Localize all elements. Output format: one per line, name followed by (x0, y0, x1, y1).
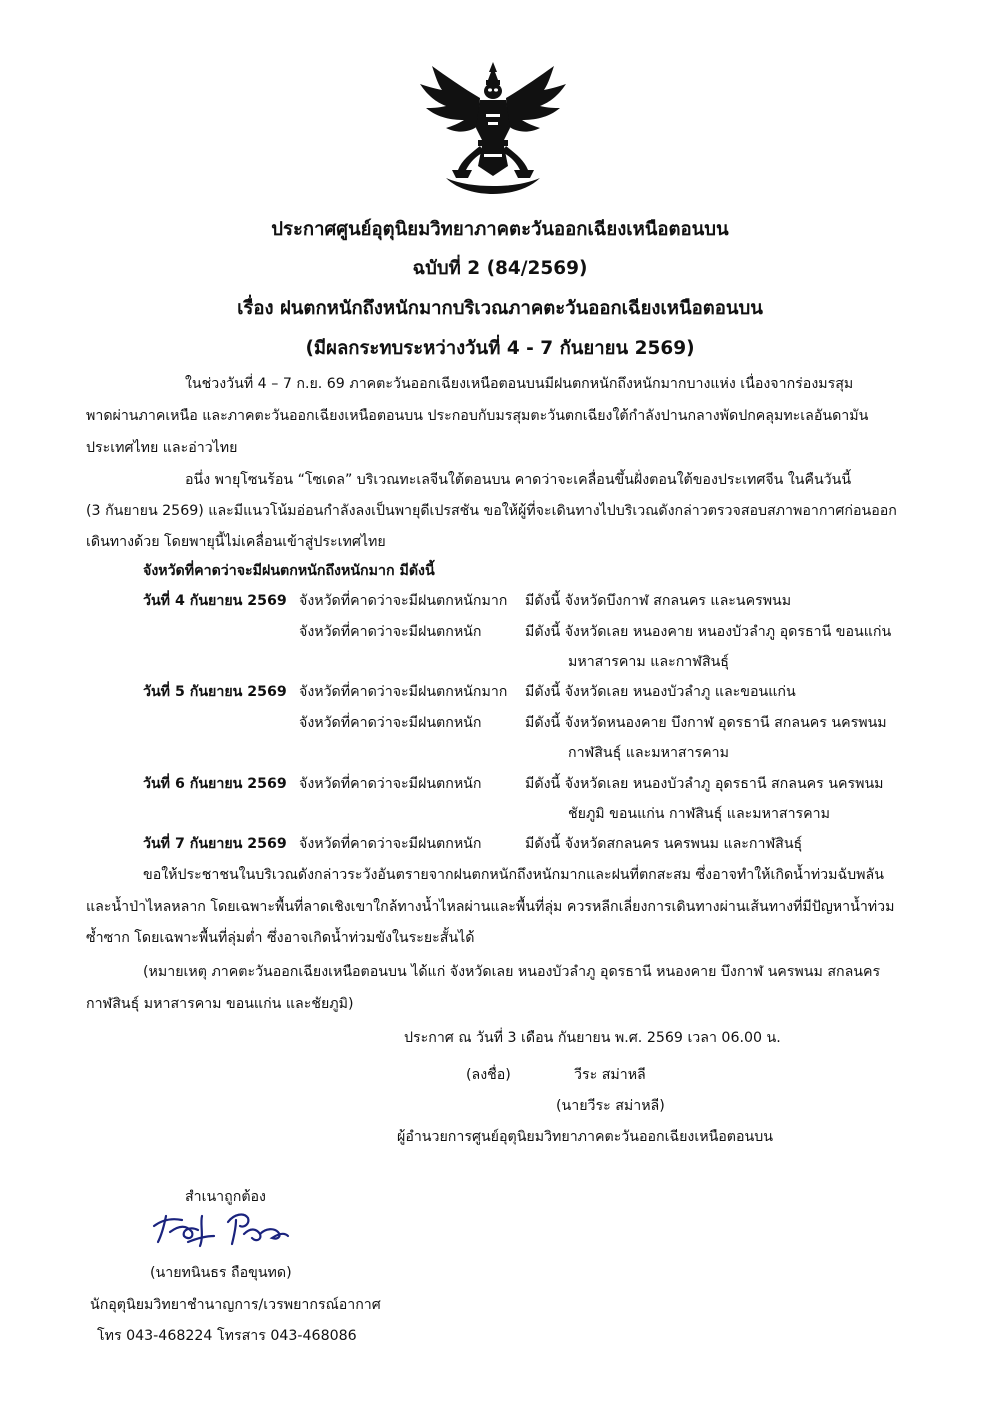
province-list: มีดังนี้ จังหวัดเลย หนองคาย หนองบัวลำภู อุดรธานี ขอนแก่น (525, 624, 892, 640)
day-date: วันที่ 5 กันยายน 2569 (143, 684, 287, 700)
note-line: กาฬสินธุ์ มหาสารคาม ขอนแก่น และชัยภูมิ) (86, 996, 354, 1012)
province-list: มีดังนี้ จังหวัดหนองคาย บึงกาฬ อุดรธานี สกลนคร นครพนม (525, 715, 887, 731)
province-list: ชัยภูมิ ขอนแก่น กาฬสินธุ์ และมหาสารคาม (568, 806, 830, 822)
paragraph-3-line: ซ้ำซาก โดยเฉพาะพื้นที่ลุ่มต่ำ ซึ่งอาจเกิดน้ำท่วมขังในระยะสั้นได้ (86, 930, 475, 946)
paragraph-2-line: (3 กันยายน 2569) และมีแนวโน้มอ่อนกำลังลงเป็นพายุดีเปรสชัน ขอให้ผู้ที่จะเดินทางไปบริเวณดังกล่าวตรวจสอบสภาพอากาศก่อนออก (86, 503, 897, 519)
province-list: มีดังนี้ จังหวัดสกลนคร นครพนม และกาฬสินธุ์ (525, 836, 803, 852)
day-date: วันที่ 7 กันยายน 2569 (143, 836, 287, 852)
province-list: มีดังนี้ จังหวัดบึงกาฬ สกลนคร และนครพนม (525, 593, 792, 609)
rain-category: จังหวัดที่คาดว่าจะมีฝนตกหนักมาก (299, 593, 508, 609)
handwritten-signature-icon (148, 1206, 293, 1254)
province-list-heading: จังหวัดที่คาดว่าจะมีฝนตกหนักถึงหนักมาก มีดังนี้ (143, 563, 435, 579)
document-effective-period: (มีผลกระทบระหว่างวันที่ 4 - 7 กันยายน 2569) (305, 338, 695, 359)
document-number: ฉบับที่ 2 (84/2569) (412, 258, 588, 279)
note-line: (หมายเหตุ ภาคตะวันออกเฉียงเหนือตอนบน ได้แก่ จังหวัดเลย หนองบัวลำภู อุดรธานี หนองคาย บึงกาฬ นครพนม สกลนคร (143, 964, 881, 980)
day-date: วันที่ 6 กันยายน 2569 (143, 776, 287, 792)
paragraph-1-line: ประเทศไทย และอ่าวไทย (86, 440, 238, 456)
signer-position: ผู้อำนวยการศูนย์อุตุนิยมวิทยาภาคตะวันออกเฉียงเหนือตอนบน (397, 1129, 773, 1145)
day-date: วันที่ 4 กันยายน 2569 (143, 593, 287, 609)
rain-category: จังหวัดที่คาดว่าจะมีฝนตกหนัก (299, 836, 482, 852)
paragraph-2-line: อนึ่ง พายุโซนร้อน “โซเดล” บริเวณทะเลจีนใต้ตอนบน คาดว่าจะเคลื่อนขึ้นฝั่งตอนใต้ของประเทศจีน ในคืนวันนี้ (185, 472, 852, 488)
province-list: มีดังนี้ จังหวัดเลย หนองบัวลำภู และขอนแก่น (525, 684, 796, 700)
paragraph-3-line: และน้ำป่าไหลหลาก โดยเฉพาะพื้นที่ลาดเชิงเขาใกล้ทางน้ำไหลผ่านและพื้นที่ลุ่ม ควรหลีกเลี่ยงการเดินทางผ่านเส้นทางที่มีปัญหาน้ำท่วม (86, 899, 895, 915)
copy-certifier-name: (นายทนินธร ถือขุนทด) (150, 1265, 292, 1281)
paragraph-1-line: ในช่วงวันที่ 4 – 7 ก.ย. 69 ภาคตะวันออกเฉียงเหนือตอนบนมีฝนตกหนักถึงหนักมากบางแห่ง เนื่องจากร่องมรสุม (185, 376, 854, 392)
rain-category: จังหวัดที่คาดว่าจะมีฝนตกหนัก (299, 776, 482, 792)
province-list: กาฬสินธุ์ และมหาสารคาม (568, 745, 729, 761)
paragraph-3-line: ขอให้ประชาชนในบริเวณดังกล่าวระวังอันตรายจากฝนตกหนักถึงหนักมากและฝนที่ตกสะสม ซึ่งอาจทำให้เกิดน้ำท่วมฉับพลัน (143, 867, 884, 883)
copy-certifier-position: นักอุตุนิยมวิทยาชำนาญการ/เวรพยากรณ์อากาศ (90, 1297, 381, 1313)
garuda-emblem-icon (418, 58, 568, 198)
signer-full-name: (นายวีระ สม่าหลี) (556, 1098, 665, 1114)
province-list: มีดังนี้ จังหวัดเลย หนองบัวลำภู อุดรธานี สกลนคร นครพนม (525, 776, 884, 792)
document-title: ประกาศศูนย์อุตุนิยมวิทยาภาคตะวันออกเฉียงเหนือตอนบน (271, 219, 729, 240)
province-list: มหาสารคาม และกาฬสินธุ์ (568, 654, 729, 670)
paragraph-2-line: เดินทางด้วย โดยพายุนี้ไม่เคลื่อนเข้าสู่ประเทศไทย (86, 534, 386, 550)
paragraph-1-line: พาดผ่านภาคเหนือ และภาคตะวันออกเฉียงเหนือตอนบน ประกอบกับมรสุมตะวันตกเฉียงใต้กำลังปานกลางพัดปกคลุมทะเลอันดามัน (86, 408, 869, 424)
document-subject: เรื่อง ฝนตกหนักถึงหนักมากบริเวณภาคตะวันออกเฉียงเหนือตอนบน (237, 298, 763, 319)
rain-category: จังหวัดที่คาดว่าจะมีฝนตกหนัก (299, 715, 482, 731)
signed-label: (ลงชื่อ) (466, 1067, 511, 1083)
rain-category: จังหวัดที่คาดว่าจะมีฝนตกหนักมาก (299, 684, 508, 700)
announcement-date: ประกาศ ณ วันที่ 3 เดือน กันยายน พ.ศ. 2569 เวลา 06.00 น. (404, 1030, 781, 1046)
signer-name: วีระ สม่าหลี (574, 1067, 646, 1083)
certified-copy-label: สำเนาถูกต้อง (185, 1189, 266, 1205)
contact-numbers: โทร 043-468224 โทรสาร 043-468086 (97, 1328, 357, 1344)
rain-category: จังหวัดที่คาดว่าจะมีฝนตกหนัก (299, 624, 482, 640)
